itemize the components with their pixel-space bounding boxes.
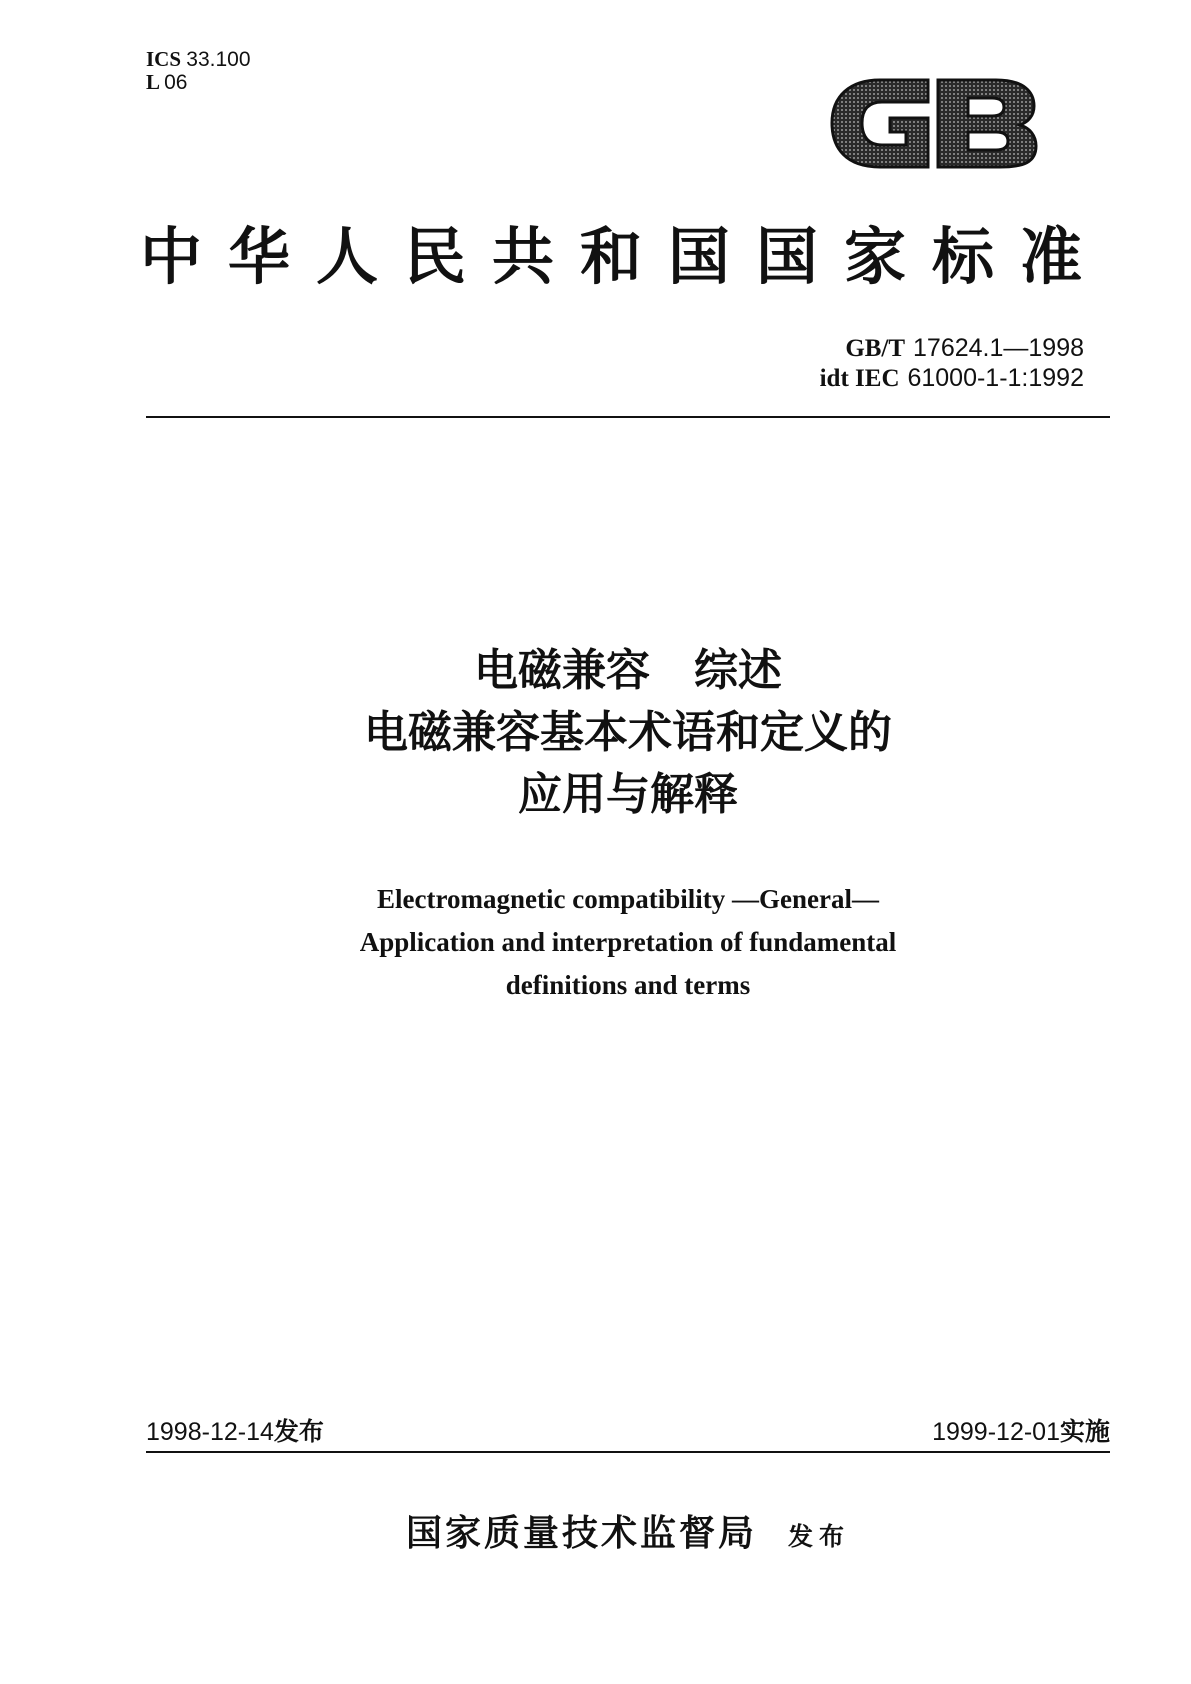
standard-number-value: 17624.1—1998 [913, 334, 1084, 362]
chinese-title [146, 640, 1110, 826]
issue-date: 1998-12-14 [146, 1418, 274, 1446]
chinese-title-line-1: 电磁兼容 综述 [474, 645, 782, 696]
ccs-label: L [146, 70, 159, 94]
issue-word: 发布 [273, 1417, 324, 1446]
effective-date-block [932, 1412, 1110, 1448]
dates-row [146, 1412, 1110, 1448]
ics-code [146, 48, 251, 71]
national-standard-title: 中华人民共和国国家标准 [140, 220, 1109, 293]
chinese-title-line-2: 电磁兼容基本术语和定义的 [364, 707, 892, 758]
publisher [146, 1505, 1110, 1556]
idt-reference [820, 363, 1084, 393]
ccs-value: 06 [164, 71, 188, 94]
idt-prefix: idt IEC [819, 365, 900, 392]
effective-word: 实施 [1059, 1417, 1110, 1446]
gb-logo [828, 68, 1040, 179]
standard-numbers [820, 333, 1084, 393]
english-title [146, 878, 1110, 1007]
ics-label: ICS [146, 47, 182, 71]
english-title-line-3: definitions and terms [505, 970, 751, 1000]
english-title-line-1: Electromagnetic compatibility —General— [377, 884, 879, 914]
issue-date-block [146, 1412, 324, 1448]
standard-number [820, 333, 1084, 363]
english-title-line-2: Application and interpretation of fundamental [359, 927, 897, 957]
effective-date: 1999-12-01 [932, 1418, 1060, 1446]
idt-value: 61000-1-1:1992 [907, 364, 1084, 392]
standard-number-prefix: GB/T [845, 335, 906, 362]
chinese-title-line-3: 应用与解释 [518, 769, 738, 820]
ics-value: 33.100 [186, 48, 251, 71]
classification-codes [146, 48, 251, 94]
ccs-code [146, 71, 251, 94]
top-divider [146, 416, 1110, 418]
publisher-org: 国家质量技术监督局 [405, 1512, 757, 1554]
bottom-divider [146, 1451, 1110, 1453]
publisher-action: 发布 [788, 1522, 851, 1551]
